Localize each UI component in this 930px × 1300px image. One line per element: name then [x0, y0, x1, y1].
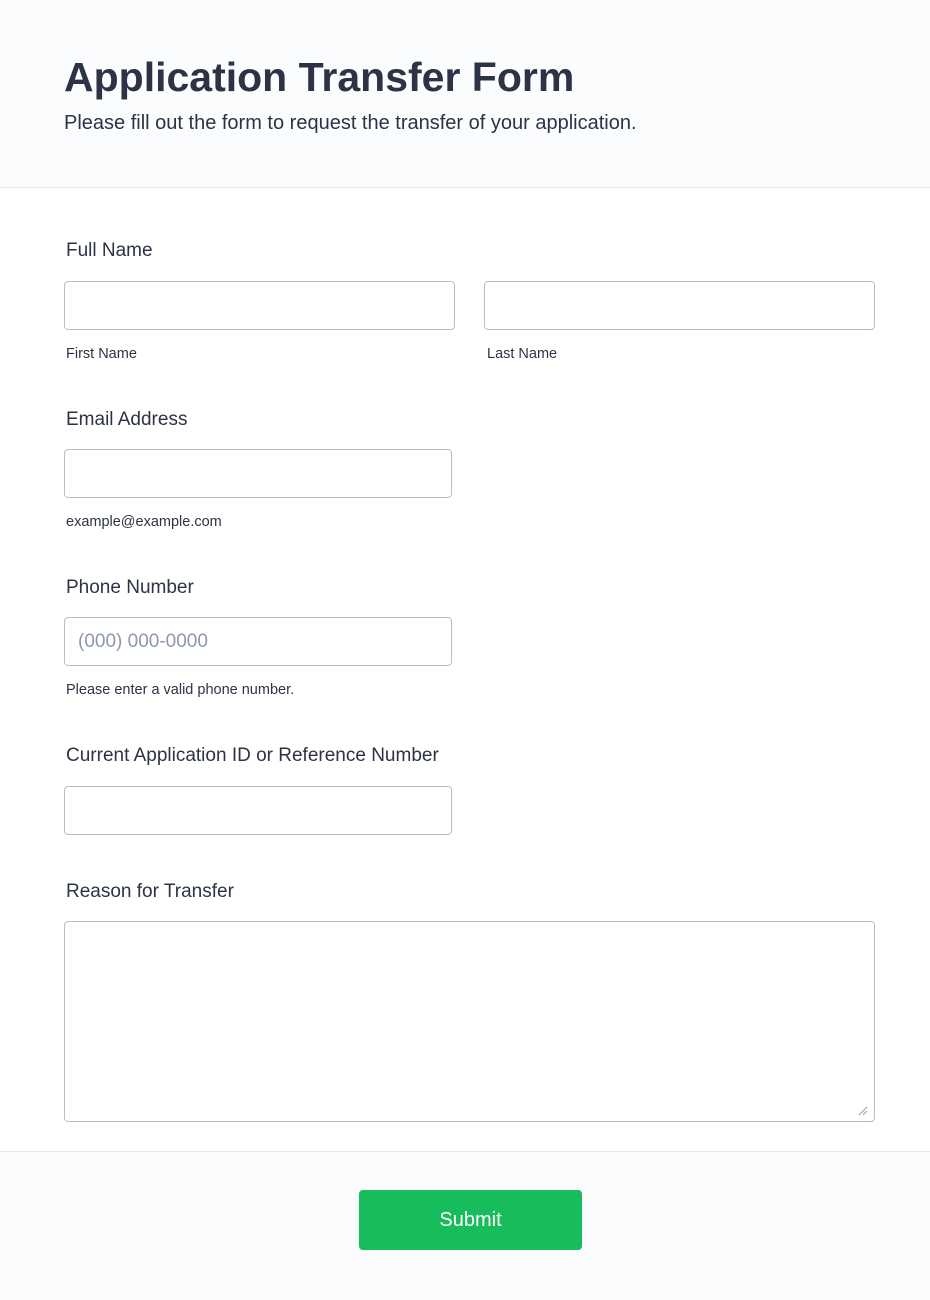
application-id-input[interactable] [64, 786, 452, 835]
reason-textarea[interactable] [64, 921, 875, 1122]
last-name-input[interactable] [484, 281, 875, 330]
form-header [0, 0, 930, 188]
full-name-label: Full Name [66, 240, 153, 261]
first-name-input[interactable] [64, 281, 455, 330]
application-id-label: Current Application ID or Reference Number [66, 745, 439, 766]
last-name-sublabel: Last Name [487, 346, 558, 362]
resize-grip-icon[interactable] [858, 1106, 868, 1116]
page-subtitle: Please fill out the form to request the transfer of your application. [64, 112, 637, 134]
submit-button[interactable]: Submit [359, 1190, 582, 1250]
phone-sublabel: Please enter a valid phone number. [66, 682, 295, 698]
email-input[interactable] [64, 449, 452, 498]
reason-label: Reason for Transfer [66, 881, 234, 902]
email-sublabel: example@example.com [66, 514, 222, 530]
phone-input[interactable] [64, 617, 452, 666]
email-label: Email Address [66, 409, 188, 430]
phone-label: Phone Number [66, 577, 194, 598]
page-title: Application Transfer Form [64, 54, 575, 100]
first-name-sublabel: First Name [66, 346, 137, 362]
